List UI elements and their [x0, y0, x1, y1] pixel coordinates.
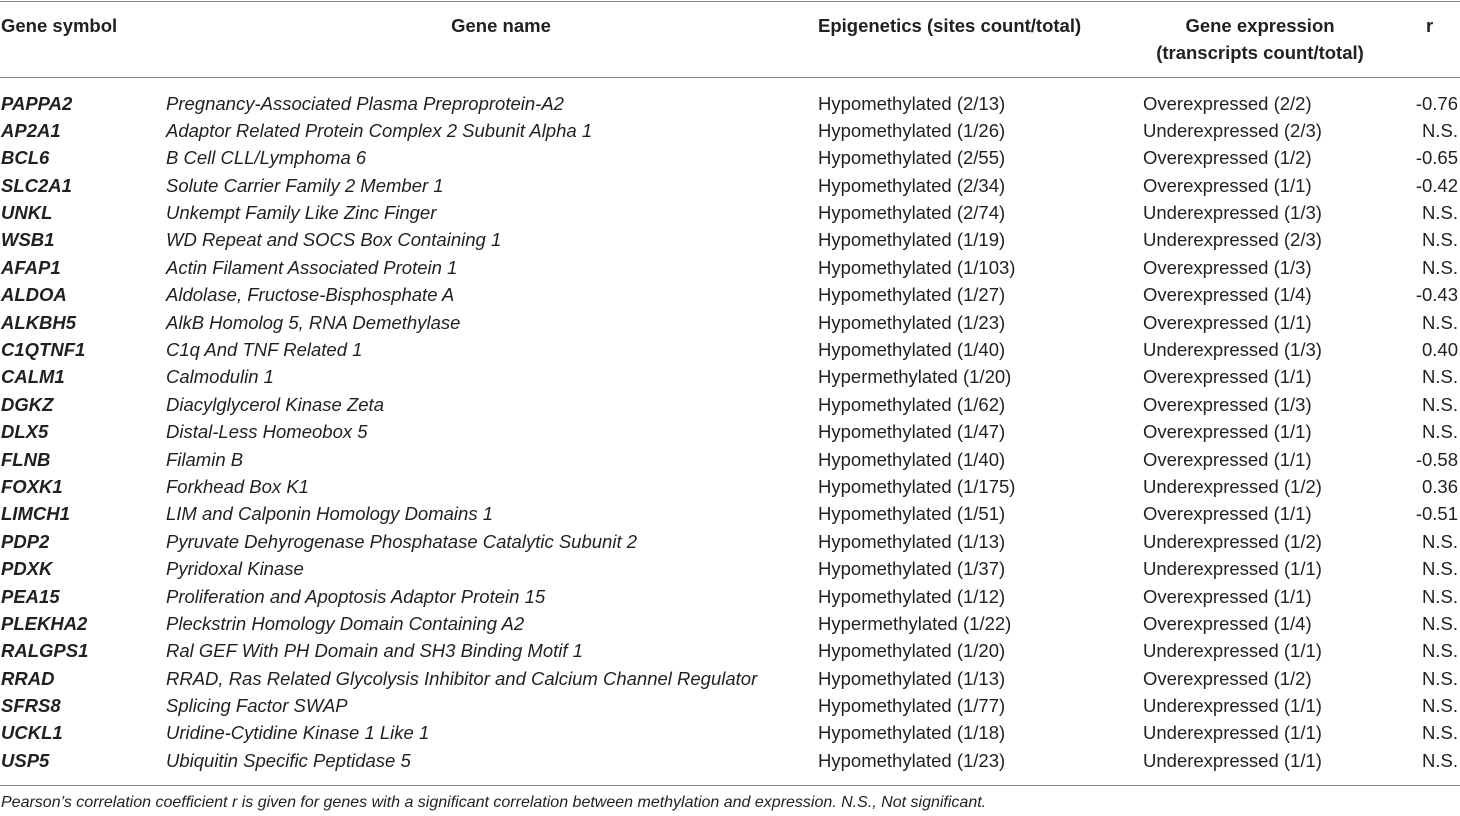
- cell-gene-name: Actin Filament Associated Protein 1: [166, 256, 458, 278]
- cell-gene-expression: Underexpressed (1/1): [1143, 558, 1322, 580]
- cell-gene-expression: Underexpressed (2/3): [1143, 229, 1322, 251]
- cell-gene-name: Adaptor Related Protein Complex 2 Subunit Alpha 1: [166, 119, 593, 141]
- cell-gene-name: Distal-Less Homeobox 5: [166, 421, 368, 443]
- cell-epigenetics: Hypomethylated (1/26): [818, 119, 1006, 141]
- cell-gene-symbol: SLC2A1: [1, 174, 72, 196]
- table-row: [0, 172, 1460, 199]
- table-row: [0, 583, 1460, 610]
- table-row: [0, 391, 1460, 418]
- cell-gene-name: Splicing Factor SWAP: [166, 695, 348, 717]
- cell-r-value: -0.42: [1415, 174, 1458, 196]
- cell-r-value: 0.40: [1421, 339, 1458, 361]
- cell-r-value: N.S.: [1422, 366, 1458, 388]
- table-row: [0, 254, 1460, 281]
- cell-r-value: N.S.: [1422, 722, 1458, 744]
- cell-gene-expression: Underexpressed (1/3): [1143, 202, 1322, 224]
- cell-r-value: N.S.: [1422, 311, 1458, 333]
- cell-gene-name: Filamin B: [166, 448, 244, 470]
- cell-gene-expression: Overexpressed (1/1): [1143, 421, 1312, 443]
- cell-gene-expression: Underexpressed (1/3): [1143, 339, 1322, 361]
- cell-r-value: -0.65: [1415, 147, 1458, 169]
- cell-gene-symbol: PLEKHA2: [1, 612, 88, 634]
- cell-gene-symbol: UCKL1: [1, 722, 63, 744]
- cell-r-value: N.S.: [1422, 585, 1458, 607]
- cell-r-value: N.S.: [1422, 612, 1458, 634]
- cell-epigenetics: Hypomethylated (1/175): [818, 475, 1016, 497]
- cell-epigenetics: Hypomethylated (1/20): [818, 640, 1006, 662]
- cell-gene-symbol: PDP2: [1, 530, 50, 552]
- table-row: [0, 418, 1460, 445]
- cell-r-value: N.S.: [1422, 530, 1458, 552]
- cell-epigenetics: Hypomethylated (2/55): [818, 147, 1006, 169]
- cell-gene-symbol: AP2A1: [1, 119, 61, 141]
- table-row: [0, 473, 1460, 500]
- cell-epigenetics: Hypomethylated (1/62): [818, 393, 1006, 415]
- top-rule: [0, 1, 1460, 2]
- cell-gene-name: B Cell CLL/Lymphoma 6: [166, 147, 367, 169]
- cell-gene-symbol: ALKBH5: [1, 311, 77, 333]
- cell-r-value: -0.43: [1415, 284, 1458, 306]
- cell-gene-expression: Overexpressed (1/1): [1143, 174, 1312, 196]
- cell-r-value: 0.36: [1421, 475, 1458, 497]
- cell-r-value: N.S.: [1422, 640, 1458, 662]
- cell-epigenetics: Hypermethylated (1/20): [818, 366, 1012, 388]
- cell-gene-expression: Overexpressed (1/1): [1143, 448, 1312, 470]
- header-r: r: [1426, 15, 1434, 36]
- cell-gene-name: Forkhead Box K1: [166, 475, 309, 497]
- table-row: [0, 610, 1460, 637]
- cell-epigenetics: Hypomethylated (1/37): [818, 558, 1006, 580]
- cell-gene-expression: Underexpressed (1/1): [1143, 749, 1322, 771]
- table-row: [0, 226, 1460, 253]
- cell-gene-expression: Overexpressed (1/3): [1143, 393, 1312, 415]
- cell-gene-expression: Underexpressed (1/1): [1143, 640, 1322, 662]
- cell-gene-symbol: PAPPA2: [1, 92, 73, 114]
- cell-r-value: N.S.: [1422, 667, 1458, 689]
- cell-gene-name: Solute Carrier Family 2 Member 1: [166, 174, 444, 196]
- cell-epigenetics: Hypomethylated (2/34): [818, 174, 1006, 196]
- cell-gene-symbol: LIMCH1: [1, 503, 70, 525]
- cell-gene-name: RRAD, Ras Related Glycolysis Inhibitor and Calcium Channel Regulator: [166, 667, 758, 689]
- cell-gene-symbol: AFAP1: [1, 256, 61, 278]
- header-gene-expression: [1140, 12, 1380, 66]
- cell-gene-symbol: FLNB: [1, 448, 51, 470]
- cell-gene-name: Unkempt Family Like Zinc Finger: [166, 202, 437, 224]
- cell-r-value: -0.51: [1415, 503, 1458, 525]
- cell-epigenetics: Hypomethylated (1/77): [818, 695, 1006, 717]
- table-row: [0, 637, 1460, 664]
- cell-gene-symbol: USP5: [1, 749, 50, 771]
- table-row: [0, 719, 1460, 746]
- cell-gene-name: C1q And TNF Related 1: [166, 339, 363, 361]
- cell-epigenetics: Hypomethylated (1/13): [818, 667, 1006, 689]
- cell-epigenetics: Hypomethylated (2/74): [818, 202, 1006, 224]
- cell-gene-symbol: ALDOA: [1, 284, 67, 306]
- cell-epigenetics: Hypomethylated (1/23): [818, 311, 1006, 333]
- cell-epigenetics: Hypomethylated (1/23): [818, 749, 1006, 771]
- cell-gene-expression: Overexpressed (1/3): [1143, 256, 1312, 278]
- cell-r-value: N.S.: [1422, 202, 1458, 224]
- cell-r-value: N.S.: [1422, 119, 1458, 141]
- cell-r-value: N.S.: [1422, 749, 1458, 771]
- cell-r-value: N.S.: [1422, 256, 1458, 278]
- table-row: [0, 500, 1460, 527]
- cell-gene-expression: Overexpressed (2/2): [1143, 92, 1312, 114]
- table-row: [0, 117, 1460, 144]
- cell-r-value: -0.76: [1415, 92, 1458, 114]
- header-gene-symbol: Gene symbol: [1, 15, 118, 36]
- cell-gene-expression: Underexpressed (1/1): [1143, 722, 1322, 744]
- cell-gene-symbol: FOXK1: [1, 475, 63, 497]
- table-row: [0, 281, 1460, 308]
- table-row: [0, 747, 1460, 774]
- cell-gene-name: Calmodulin 1: [166, 366, 274, 388]
- cell-epigenetics: Hypomethylated (1/40): [818, 339, 1006, 361]
- table-footnote: Pearson’s correlation coefficient r is given for genes with a significant correlation between methylation and expression. N.S., Not significant.: [1, 794, 987, 811]
- cell-gene-name: Pregnancy-Associated Plasma Preproprotein-A2: [166, 92, 564, 114]
- header-gene-name: Gene name: [451, 15, 551, 36]
- cell-r-value: N.S.: [1422, 229, 1458, 251]
- cell-r-value: N.S.: [1422, 393, 1458, 415]
- cell-gene-expression: Overexpressed (1/1): [1143, 503, 1312, 525]
- table-row: [0, 665, 1460, 692]
- cell-gene-symbol: BCL6: [1, 147, 50, 169]
- cell-gene-symbol: RALGPS1: [1, 640, 89, 662]
- cell-gene-symbol: PEA15: [1, 585, 60, 607]
- cell-gene-name: AlkB Homolog 5, RNA Demethylase: [166, 311, 461, 333]
- cell-epigenetics: Hypomethylated (2/13): [818, 92, 1006, 114]
- table-row: [0, 309, 1460, 336]
- cell-gene-expression: Underexpressed (1/2): [1143, 475, 1322, 497]
- cell-gene-symbol: PDXK: [1, 558, 53, 580]
- cell-gene-symbol: CALM1: [1, 366, 65, 388]
- table-row: [0, 363, 1460, 390]
- cell-gene-name: Pyridoxal Kinase: [166, 558, 304, 580]
- cell-gene-name: Ubiquitin Specific Peptidase 5: [166, 749, 411, 771]
- cell-gene-expression: Underexpressed (1/2): [1143, 530, 1322, 552]
- cell-gene-name: Ral GEF With PH Domain and SH3 Binding Motif 1: [166, 640, 583, 662]
- cell-gene-symbol: DLX5: [1, 421, 49, 443]
- cell-gene-expression: Underexpressed (1/1): [1143, 695, 1322, 717]
- cell-epigenetics: Hypomethylated (1/103): [818, 256, 1016, 278]
- table-row: [0, 555, 1460, 582]
- table-body: [0, 90, 1460, 775]
- cell-gene-expression: Overexpressed (1/4): [1143, 284, 1312, 306]
- table-row: [0, 446, 1460, 473]
- cell-r-value: N.S.: [1422, 421, 1458, 443]
- cell-gene-name: LIM and Calponin Homology Domains 1: [166, 503, 494, 525]
- cell-gene-symbol: RRAD: [1, 667, 55, 689]
- table-row: [0, 144, 1460, 171]
- cell-gene-symbol: DGKZ: [1, 393, 54, 415]
- header-epigenetics: Epigenetics (sites count/total): [818, 15, 1082, 36]
- cell-gene-name: WD Repeat and SOCS Box Containing 1: [166, 229, 502, 251]
- cell-epigenetics: Hypomethylated (1/51): [818, 503, 1006, 525]
- cell-gene-symbol: SFRS8: [1, 695, 61, 717]
- cell-gene-name: Uridine-Cytidine Kinase 1 Like 1: [166, 722, 430, 744]
- table-row: [0, 336, 1460, 363]
- cell-gene-name: Pleckstrin Homology Domain Containing A2: [166, 612, 525, 634]
- table-row: [0, 199, 1460, 226]
- cell-gene-expression: Overexpressed (1/2): [1143, 667, 1312, 689]
- cell-epigenetics: Hypomethylated (1/40): [818, 448, 1006, 470]
- cell-gene-expression: Overexpressed (1/1): [1143, 366, 1312, 388]
- cell-epigenetics: Hypomethylated (1/47): [818, 421, 1006, 443]
- cell-gene-expression: Underexpressed (2/3): [1143, 119, 1322, 141]
- header-gene-expression-line1: Gene expression: [1185, 15, 1335, 36]
- bottom-rule: [0, 785, 1460, 786]
- cell-r-value: N.S.: [1422, 558, 1458, 580]
- cell-gene-expression: Overexpressed (1/4): [1143, 612, 1312, 634]
- cell-gene-name: Pyruvate Dehyrogenase Phosphatase Catalytic Subunit 2: [166, 530, 638, 552]
- cell-gene-expression: Overexpressed (1/2): [1143, 147, 1312, 169]
- cell-epigenetics: Hypomethylated (1/19): [818, 229, 1006, 251]
- table-row: [0, 90, 1460, 117]
- table-row: [0, 692, 1460, 719]
- cell-r-value: N.S.: [1422, 695, 1458, 717]
- cell-gene-symbol: UNKL: [1, 202, 53, 224]
- header-gene-expression-line2: (transcripts count/total): [1156, 42, 1364, 63]
- cell-epigenetics: Hypomethylated (1/27): [818, 284, 1006, 306]
- cell-epigenetics: Hypomethylated (1/13): [818, 530, 1006, 552]
- cell-gene-expression: Overexpressed (1/1): [1143, 311, 1312, 333]
- cell-epigenetics: Hypomethylated (1/18): [818, 722, 1006, 744]
- cell-gene-symbol: C1QTNF1: [1, 339, 86, 361]
- cell-r-value: -0.58: [1415, 448, 1458, 470]
- cell-gene-name: Diacylglycerol Kinase Zeta: [166, 393, 384, 415]
- cell-epigenetics: Hypomethylated (1/12): [818, 585, 1006, 607]
- table-row: [0, 528, 1460, 555]
- cell-gene-expression: Overexpressed (1/1): [1143, 585, 1312, 607]
- cell-gene-name: Aldolase, Fructose-Bisphosphate A: [166, 284, 455, 306]
- cell-gene-symbol: WSB1: [1, 229, 55, 251]
- header-rule: [0, 77, 1460, 78]
- cell-gene-name: Proliferation and Apoptosis Adaptor Protein 15: [166, 585, 546, 607]
- cell-epigenetics: Hypermethylated (1/22): [818, 612, 1012, 634]
